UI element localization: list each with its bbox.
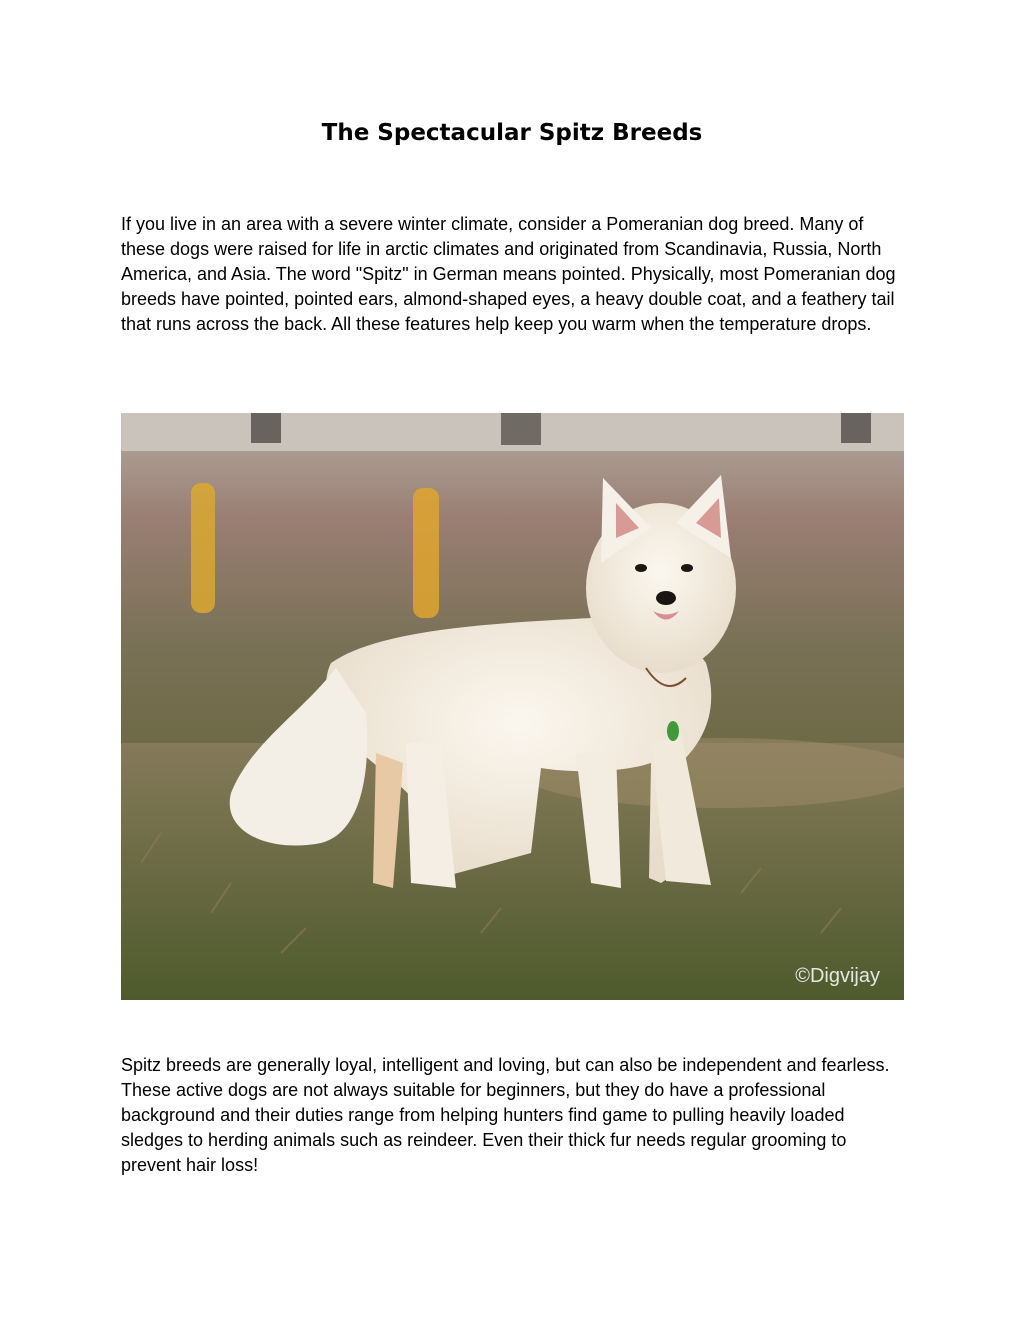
page-title: The Spectacular Spitz Breeds bbox=[321, 120, 703, 146]
intro-paragraph: If you live in an area with a severe winter climate, consider a Pomeranian dog breed. Many of these dogs were raised for life in arctic climates and originated from Scandinavia, Russia, North America, and Asia. The word "Spitz" in German means pointed. Physically, most Pomeranian dog breeds have pointed, pointed ears, almond-shaped eyes, a heavy double coat, and a feathery tail that runs across the back. All these features help keep you warm when the temperature drops. bbox=[121, 214, 896, 334]
closing-paragraph: Spitz breeds are generally loyal, intelligent and loving, but can also be independent and fearless. These active dogs are not always suitable for beginners, but they do have a professional background and their duties range from helping hunters find game to pulling heavily loaded sledges to herding animals such as reindeer. Even their thick fur needs regular grooming to prevent hair loss! bbox=[121, 1055, 890, 1175]
photo-watermark: ©Digvijay bbox=[795, 965, 880, 987]
spitz-dog-photo bbox=[121, 413, 904, 1000]
